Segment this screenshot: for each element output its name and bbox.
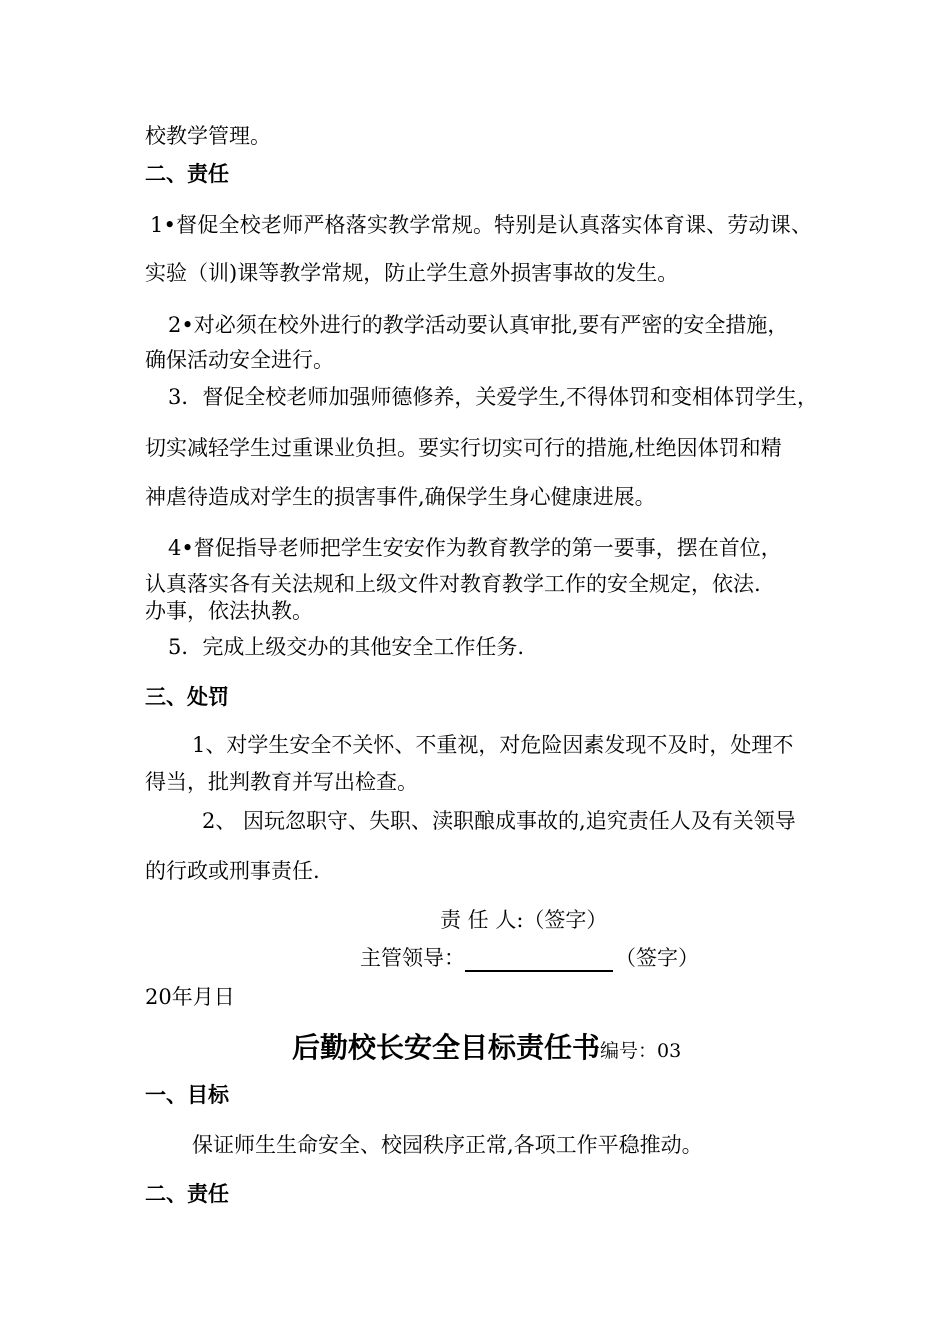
signature-supervisor-label: 主管领导： (360, 946, 465, 970)
item-3-line-3: 神虐待造成对学生的损害事件,确保学生身心健康进展。 (145, 485, 656, 509)
document-number: 编号：03 (600, 1040, 682, 1062)
goal-text: 保证师生生命安全、校园秩序正常,各项工作平稳推动。 (192, 1133, 703, 1157)
penalty-1-line-1: 1、对学生安全不关怀、不重视，对危险因素发现不及时，处理不 (192, 733, 794, 757)
section-heading-goal: 一、目标 (145, 1083, 229, 1107)
item-4-line-1: 4•督促指导老师把学生安安作为教育教学的第一要事，摆在首位， (168, 536, 782, 560)
section-heading-responsibility: 二、责任 (145, 162, 229, 186)
penalty-1-line-2: 得当，批判教育并写出检查。 (145, 770, 418, 794)
signature-supervisor (360, 944, 699, 972)
item-2-line-1: 2•对必须在校外进行的教学活动要认真审批,要有严密的安全措施， (168, 313, 789, 337)
line-continuation: 校教学管理。 (145, 124, 271, 148)
document-title (292, 1030, 681, 1069)
section-heading-penalty: 三、处罚 (145, 685, 229, 709)
signature-supervisor-suffix: （签字） (615, 946, 699, 970)
item-3-line-2: 切实减轻学生过重课业负担。要实行切实可行的措施,杜绝因体罚和精 (145, 436, 782, 460)
penalty-2-line-1: 2、 因玩忽职守、失职、渎职酿成事故的,追究责任人及有关领导 (202, 809, 796, 833)
section-heading-responsibility-2: 二、责任 (145, 1182, 229, 1206)
document-title-text: 后勤校长安全目标责任书 (292, 1031, 601, 1064)
item-2-line-2: 确保活动安全进行。 (145, 348, 334, 372)
item-4-line-3: 办事，依法执教。 (145, 599, 313, 623)
item-1-line-2: 实验（训)课等教学常规，防止学生意外损害事故的发生。 (145, 261, 679, 285)
item-4-line-2: 认真落实各有关法规和上级文件对教育教学工作的安全规定，依法. (145, 572, 761, 596)
signature-blank-line (465, 948, 613, 972)
item-5: 5．完成上级交办的其他安全工作任务. (168, 635, 525, 659)
item-3-line-1: 3．督促全校老师加强师德修养，关爱学生,不得体罚和变相体罚学生， (168, 385, 819, 409)
penalty-2-line-2: 的行政或刑事责任. (145, 859, 320, 883)
item-1-line-1: 1•督促全校老师严格落实教学常规。特别是认真落实体育课、劳动课、 (150, 213, 813, 237)
date-line: 20年月日 (145, 985, 235, 1009)
signature-responsible-person: 责 任 人:（签字） (440, 908, 608, 932)
